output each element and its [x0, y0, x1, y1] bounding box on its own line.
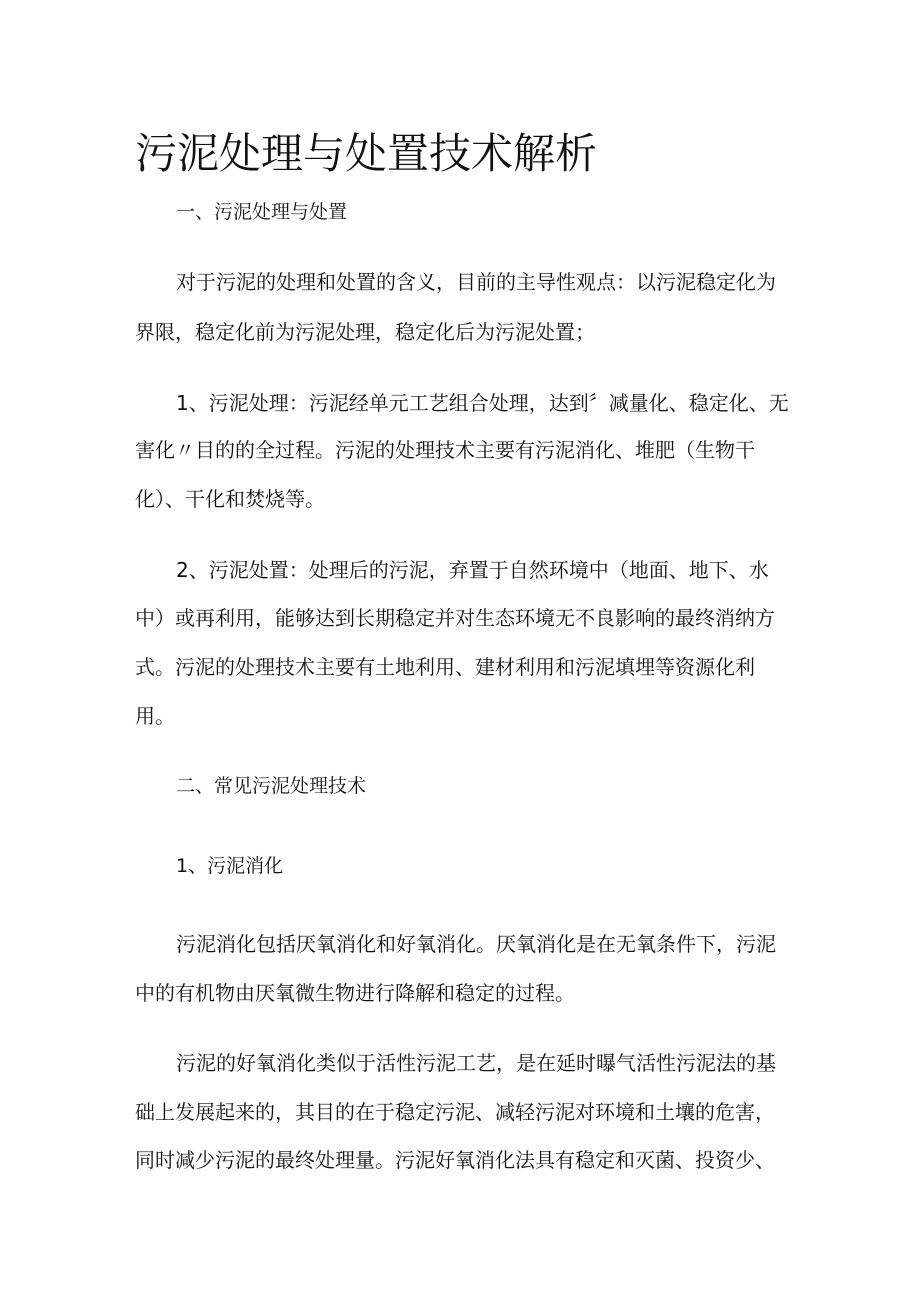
section-heading-2: 二、常见污泥处理技术	[176, 775, 367, 797]
paragraph-line: 界限，稳定化前为污泥处理，稳定化后为污泥处置；	[135, 320, 595, 344]
paragraph-line: 污泥消化包括厌氧消化和好氧消化。厌氧消化是在无氧条件下，污泥	[176, 932, 776, 956]
document-title: 污泥处理与处置技术解析	[135, 129, 598, 178]
paragraph-line: 用。	[135, 704, 175, 728]
paragraph-line: 同时减少污泥的最终处理量。污泥好氧消化法具有稳定和灭菌、投资少、	[135, 1148, 775, 1172]
paragraph-line: 对于污泥的处理和处置的含义，目前的主导性观点：以污泥稳定化为	[176, 270, 776, 294]
paragraph-line: 式。污泥的处理技术主要有土地利用、建材利用和污泥填埋等资源化利	[135, 655, 755, 679]
paragraph-line: 化）、干化和焚烧等。	[135, 487, 325, 511]
paragraph-line: 害化〃目的的全过程。污泥的处理技术主要有污泥消化、堆肥（生物干	[135, 438, 755, 462]
paragraph-line: 污泥的好氧消化类似于活性污泥工艺，是在延时曝气活性污泥法的基	[176, 1051, 776, 1075]
paragraph-line: 中）或再利用，能够达到长期稳定并对生态环境无不良影响的最终消纳方	[135, 606, 775, 630]
paragraph-line: 中的有机物由厌氧微生物进行降解和稳定的过程。	[135, 981, 575, 1005]
paragraph-line: 1、污泥处理：污泥经单元工艺组合处理，达到〞减量化、稳定化、无	[176, 391, 789, 415]
paragraph-line: 础上发展起来的，其目的在于稳定污泥、减轻污泥对环境和土壤的危害，	[135, 1100, 775, 1124]
subsection-heading: 1、污泥消化	[176, 855, 284, 877]
section-heading-1: 一、污泥处理与处置	[176, 201, 348, 223]
paragraph-line: 2、污泥处置：处理后的污泥，弃置于自然环境中（地面、地下、水	[176, 558, 769, 582]
